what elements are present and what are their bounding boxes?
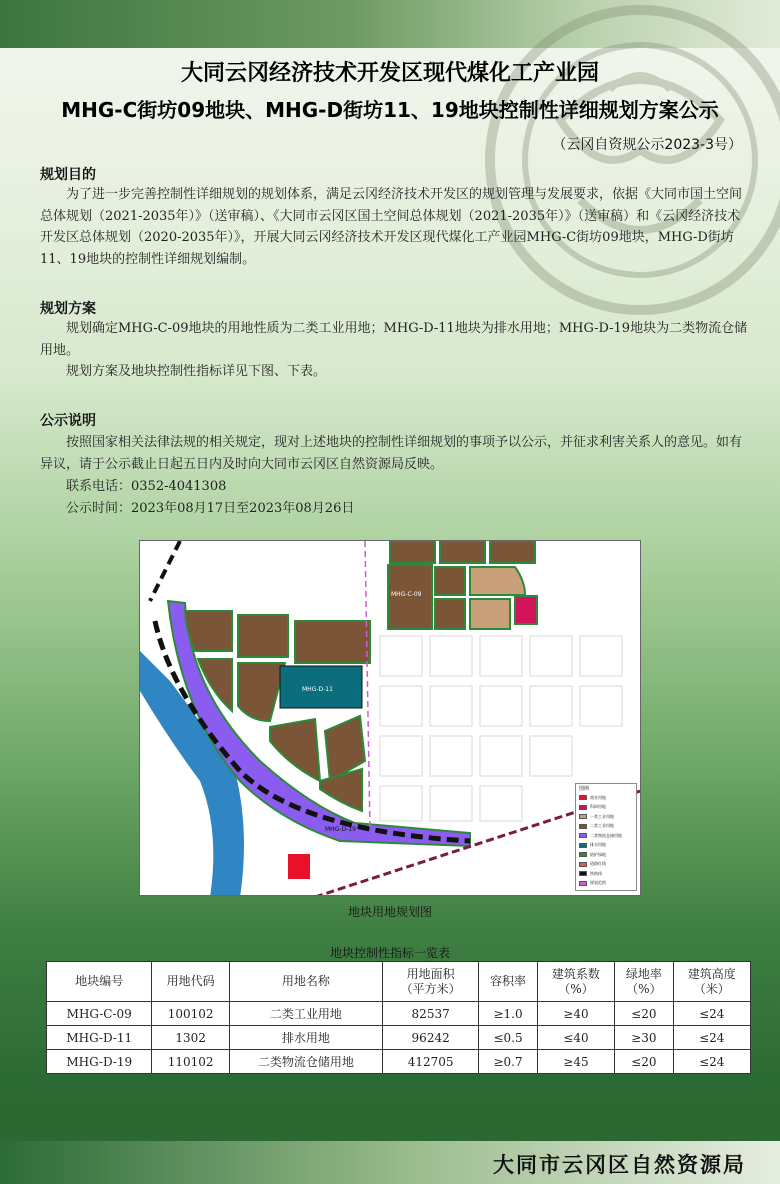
- purpose-text: 为了进一步完善控制性详细规划的规划体系，满足云冈经济技术开发区的规划管理与发展要求，依据《大同市国土空间总体规划（2021-2035年）》（送审稿）、《大同市云冈区国土空间总体规划（2021-2035年）》（送审稿）和《云冈经济技术开发区总体规划（2020-2035年）》，开展大同云冈经济技术开发区现代煤化工产业园MHG-C街坊09地块，MHG-D街坊11、19地块的控制性详细规划编制。: [40, 187, 743, 267]
- table-header-row: [47, 962, 751, 1002]
- table-cell: MHG-C-09: [47, 1002, 152, 1026]
- table-cell: ≥30: [615, 1026, 673, 1050]
- table-cell: ≥45: [537, 1050, 614, 1074]
- legend-swatch: [579, 833, 587, 838]
- legend-label: 道路红线: [590, 861, 606, 867]
- notice-text: 按照国家相关法律法规的相关规定，现对上述地块的控制性详细规划的事项予以公示，并征求利害关系人的意见。如有异议，请于公示截止日起五日内及时向大同市云冈区自然资源局反映。: [40, 435, 743, 472]
- notice-period: 公示时间：2023年08月17日至2023年08月26日: [66, 501, 355, 516]
- legend-list: [576, 793, 636, 888]
- table-header-text: 用地面积: [406, 966, 455, 981]
- legend-item: [576, 822, 636, 832]
- label-mhg-c-09: MHG-C-09: [391, 591, 422, 598]
- legend-label: 规划范围: [590, 880, 606, 886]
- table-cell: 1302: [152, 1026, 229, 1050]
- table-row: [47, 1026, 751, 1050]
- table-cell: ≤24: [673, 1002, 750, 1026]
- table-cell: 二类工业用地: [229, 1002, 382, 1026]
- legend-item: [576, 860, 636, 870]
- legend-item: [576, 812, 636, 822]
- issuing-agency: 大同市云冈区自然资源局: [493, 1152, 746, 1177]
- table-row: [47, 1002, 751, 1026]
- emblem-watermark-icon: [440, 0, 780, 360]
- table-header-text: 用地代码: [166, 974, 215, 988]
- table-cell: ≥0.7: [479, 1050, 537, 1074]
- label-mhg-d-19: MHG-D-19: [325, 826, 356, 833]
- table-header-text: 建筑高度: [687, 966, 736, 981]
- legend-label: 排水用地: [590, 842, 606, 848]
- map-caption: 地块用地规划图: [347, 905, 432, 919]
- table-header-text: 地块编号: [75, 974, 124, 988]
- table-cell: ≤24: [673, 1050, 750, 1074]
- table-cell: 排水用地: [229, 1026, 382, 1050]
- legend-swatch: [579, 795, 587, 800]
- section-title-purpose: 规划目的: [40, 167, 96, 183]
- legend-swatch: [579, 824, 587, 829]
- table-header-cell: [615, 962, 673, 1002]
- table-cell: ≤20: [615, 1050, 673, 1074]
- table-cell: 96242: [382, 1026, 478, 1050]
- plan-text: 规划确定MHG-C-09地块的用地性质为二类工业用地；MHG-D-11地块为排水用地；MHG-D-19地块为二类物流仓储用地。: [40, 321, 748, 358]
- table-cell: ≥40: [537, 1002, 614, 1026]
- footer-bar: [0, 1141, 780, 1184]
- table-cell: ≤20: [615, 1002, 673, 1026]
- table-header-text: 建筑系数: [551, 966, 600, 981]
- table-cell: ≥1.0: [479, 1002, 537, 1026]
- table-caption: 地块控制性指标一览表: [329, 946, 450, 960]
- legend-label: 铁路线: [590, 870, 602, 876]
- legend-label: 一类工业用地: [590, 813, 614, 819]
- table-cell: MHG-D-19: [47, 1050, 152, 1074]
- legend-item: [576, 850, 636, 860]
- table-header-cell: [382, 962, 478, 1002]
- table-header-text: （%）: [558, 981, 594, 996]
- document-number: （云冈自资规公示2023-3号）: [552, 137, 742, 153]
- table-header-text: （%）: [626, 981, 662, 996]
- section-title-plan: 规划方案: [40, 301, 96, 317]
- table-body: [47, 1002, 751, 1074]
- legend-label: 二类工业用地: [590, 823, 614, 829]
- legend-swatch: [579, 881, 587, 886]
- legend-item: [576, 841, 636, 851]
- table-header-text: 用地名称: [281, 974, 330, 988]
- control-index-table: [46, 961, 751, 1074]
- legend-swatch: [579, 852, 587, 857]
- legend-label: 二类物流仓储用地: [590, 832, 622, 838]
- label-mhg-d-11: MHG-D-11: [302, 686, 333, 693]
- table-cell: 110102: [152, 1050, 229, 1074]
- table-header-text: （平方米）: [400, 981, 461, 996]
- contact-phone: 联系电话：0352-4041308: [66, 479, 227, 494]
- research-block: [515, 596, 537, 624]
- table-cell: 412705: [382, 1050, 478, 1074]
- table-header-cell: [152, 962, 229, 1002]
- legend-title: 图例: [579, 786, 590, 792]
- table-cell: ≤0.5: [479, 1026, 537, 1050]
- table-header-text: （米）: [693, 981, 730, 996]
- legend-item: [576, 831, 636, 841]
- table-cell: MHG-D-11: [47, 1026, 152, 1050]
- table-header-cell: [229, 962, 382, 1002]
- table-header-text: 绿地率: [625, 966, 662, 981]
- table-cell: 82537: [382, 1002, 478, 1026]
- table-cell: 二类物流仓储用地: [229, 1050, 382, 1074]
- table-cell: 100102: [152, 1002, 229, 1026]
- table-row: [47, 1050, 751, 1074]
- section-title-notice: 公示说明: [40, 413, 96, 429]
- table-header-cell: [47, 962, 152, 1002]
- table-header-text: 容积率: [490, 974, 527, 988]
- table-cell: ≤24: [673, 1026, 750, 1050]
- legend-label: 科研用地: [590, 804, 606, 810]
- table-header-cell: [479, 962, 537, 1002]
- legend-item: [576, 869, 636, 879]
- legend-item: [576, 793, 636, 803]
- legend-swatch: [579, 871, 587, 876]
- map-legend: [575, 783, 637, 891]
- table-header-cell: [673, 962, 750, 1002]
- page-title-line2: MHG-C街坊09地块、MHG-D街坊11、19地块控制性详细规划方案公示: [61, 98, 719, 122]
- page-title-line1: 大同云冈经济技术开发区现代煤化工产业园: [180, 61, 599, 86]
- legend-item: [576, 879, 636, 889]
- plan-note: 规划方案及地块控制性指标详见下图、下表。: [66, 364, 327, 379]
- table-header-cell: [537, 962, 614, 1002]
- land-use-map: [139, 540, 641, 896]
- table-cell: ≤40: [537, 1026, 614, 1050]
- legend-swatch: [579, 843, 587, 848]
- legend-label: 防护绿地: [590, 851, 606, 857]
- legend-item: [576, 803, 636, 813]
- legend-swatch: [579, 862, 587, 867]
- commercial-block: [288, 854, 310, 879]
- legend-swatch: [579, 814, 587, 819]
- legend-swatch: [579, 805, 587, 810]
- land-use-map-drawing: [140, 541, 641, 896]
- legend-label: 商业用地: [590, 794, 606, 800]
